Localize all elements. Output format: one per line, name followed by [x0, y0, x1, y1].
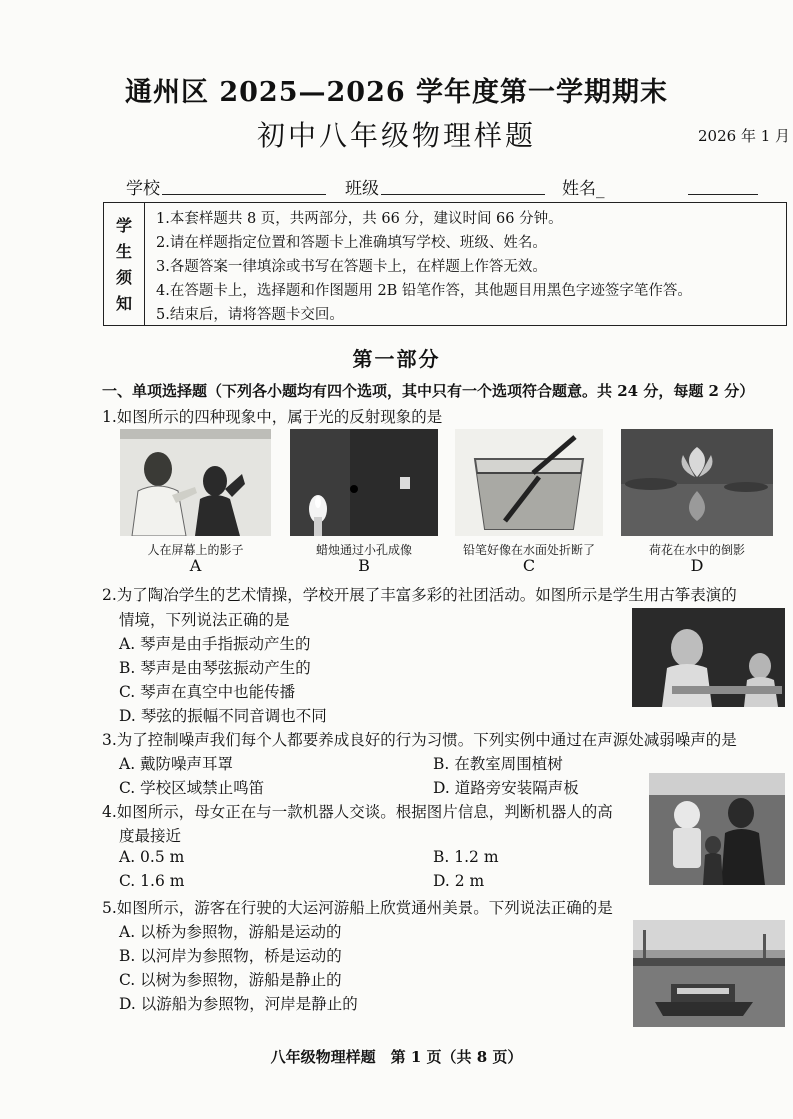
- notice-item: 2.请在样题指定位置和答题卡上准确填写学校、班级、姓名。: [156, 235, 547, 251]
- q1-image-b-pinhole: [290, 429, 438, 536]
- question-4-stem: 4.如图所示，母女正在与一款机器人交谈。根据图片信息，判断机器人的高: [102, 803, 613, 821]
- question-4-stem-cont: 度最接近: [119, 827, 182, 845]
- q3-option-c[interactable]: C. 学校区域禁止鸣笛: [119, 779, 265, 797]
- exam-title: 通州区 2025—2026 学年度第一学期期末: [124, 77, 669, 108]
- q4-option-c[interactable]: C. 1.6 m: [119, 872, 185, 890]
- notice-side-char: 知: [116, 294, 133, 313]
- school-label: 学校: [126, 179, 160, 199]
- q2-option-c[interactable]: C. 琴声在真空中也能传播: [119, 683, 296, 701]
- question-3-stem: 3.为了控制噪声我们每个人都要养成良好的行为习惯。下列实例中通过在声源处减弱噪声的是: [102, 731, 737, 749]
- notice-side-char: 学: [116, 216, 133, 235]
- question-2-stem-cont: 情境，下列说法正确的是: [119, 611, 290, 629]
- q1-caption-a: 人在屏幕上的影子: [147, 543, 244, 557]
- exam-date: 2026 年 1 月: [698, 127, 791, 145]
- student-info-fields: [126, 174, 776, 200]
- q2-image-guzheng-performance: [632, 608, 785, 707]
- q1-image-a-shadow: [120, 429, 271, 536]
- q1-option-d[interactable]: D: [690, 556, 704, 575]
- q1-caption-b: 蜡烛通过小孔成像: [315, 543, 412, 557]
- q3-option-b[interactable]: B. 在教室周围植树: [433, 755, 563, 773]
- notice-item: 3.各题答案一律填涂或书写在答题卡上，在样题上作答无效。: [156, 259, 547, 275]
- notice-side-char: 生: [116, 242, 133, 261]
- question-1-stem: 1.如图所示的四种现象中，属于光的反射现象的是: [102, 408, 443, 426]
- q1-option-b[interactable]: B: [358, 556, 370, 575]
- q2-option-b[interactable]: B. 琴声是由琴弦振动产生的: [119, 659, 311, 677]
- name-input-line[interactable]: [688, 194, 758, 195]
- q1-caption-c: 铅笔好像在水面处折断了: [462, 543, 595, 557]
- q1-option-a[interactable]: A: [189, 556, 202, 575]
- q3-option-d[interactable]: D. 道路旁安装隔声板: [433, 779, 579, 797]
- q5-image-canal-tour-boat: [633, 920, 785, 1027]
- q4-image-robot-conversation: [649, 773, 785, 885]
- q1-image-d-lotus-reflection: [621, 429, 773, 536]
- school-input-line[interactable]: [162, 194, 326, 195]
- name-label: 姓名_: [562, 179, 605, 199]
- section-title: 一、单项选择题（下列各小题均有四个选项，其中只有一个选项符合题意。共 24 分，每题 2 分）: [102, 382, 755, 400]
- notice-item: 1.本套样题共 8 页，共两部分，共 66 分，建议时间 66 分钟。: [156, 211, 563, 227]
- q4-option-a[interactable]: A. 0.5 m: [119, 848, 185, 866]
- q2-option-a[interactable]: A. 琴声是由手指振动产生的: [119, 635, 311, 653]
- q1-image-c-pencil-in-water: [455, 429, 603, 536]
- q4-option-d[interactable]: D. 2 m: [433, 872, 485, 890]
- q5-option-d[interactable]: D. 以游船为参照物，河岸是静止的: [119, 995, 358, 1013]
- q1-option-c[interactable]: C: [522, 556, 536, 575]
- q3-option-a[interactable]: A. 戴防噪声耳罩: [119, 755, 234, 773]
- exam-subtitle: 初中八年级物理样题: [256, 119, 536, 152]
- question-5-stem: 5.如图所示，游客在行驶的大运河游船上欣赏通州美景。下列说法正确的是: [102, 899, 613, 917]
- q5-option-c[interactable]: C. 以树为参照物，游船是静止的: [119, 971, 342, 989]
- part-title: 第一部分: [352, 347, 441, 371]
- q5-option-b[interactable]: B. 以河岸为参照物，桥是运动的: [119, 947, 342, 965]
- notice-item: 5.结束后，请将答题卡交回。: [156, 307, 344, 323]
- q1-caption-d: 荷花在水中的倒影: [648, 543, 745, 557]
- question-2-stem: 2.为了陶冶学生的艺术情操，学校开展了丰富多彩的社团活动。如图所示是学生用古筝表演的: [102, 586, 737, 604]
- class-label: 班级: [345, 179, 379, 199]
- page-footer: 八年级物理样题 第 1 页（共 8 页）: [270, 1048, 523, 1066]
- notice-item: 4.在答题卡上，选择题和作图题用 2B 铅笔作答，其他题目用黑色字迹签字笔作答。: [156, 283, 692, 299]
- q4-option-b[interactable]: B. 1.2 m: [433, 848, 499, 866]
- q2-option-d[interactable]: D. 琴弦的振幅不同音调也不同: [119, 707, 327, 725]
- q5-option-a[interactable]: A. 以桥为参照物，游船是运动的: [119, 923, 342, 941]
- notice-side-label: [104, 203, 145, 325]
- student-notice-box: [103, 202, 787, 326]
- class-input-line[interactable]: [381, 194, 545, 195]
- notice-side-char: 须: [116, 268, 133, 287]
